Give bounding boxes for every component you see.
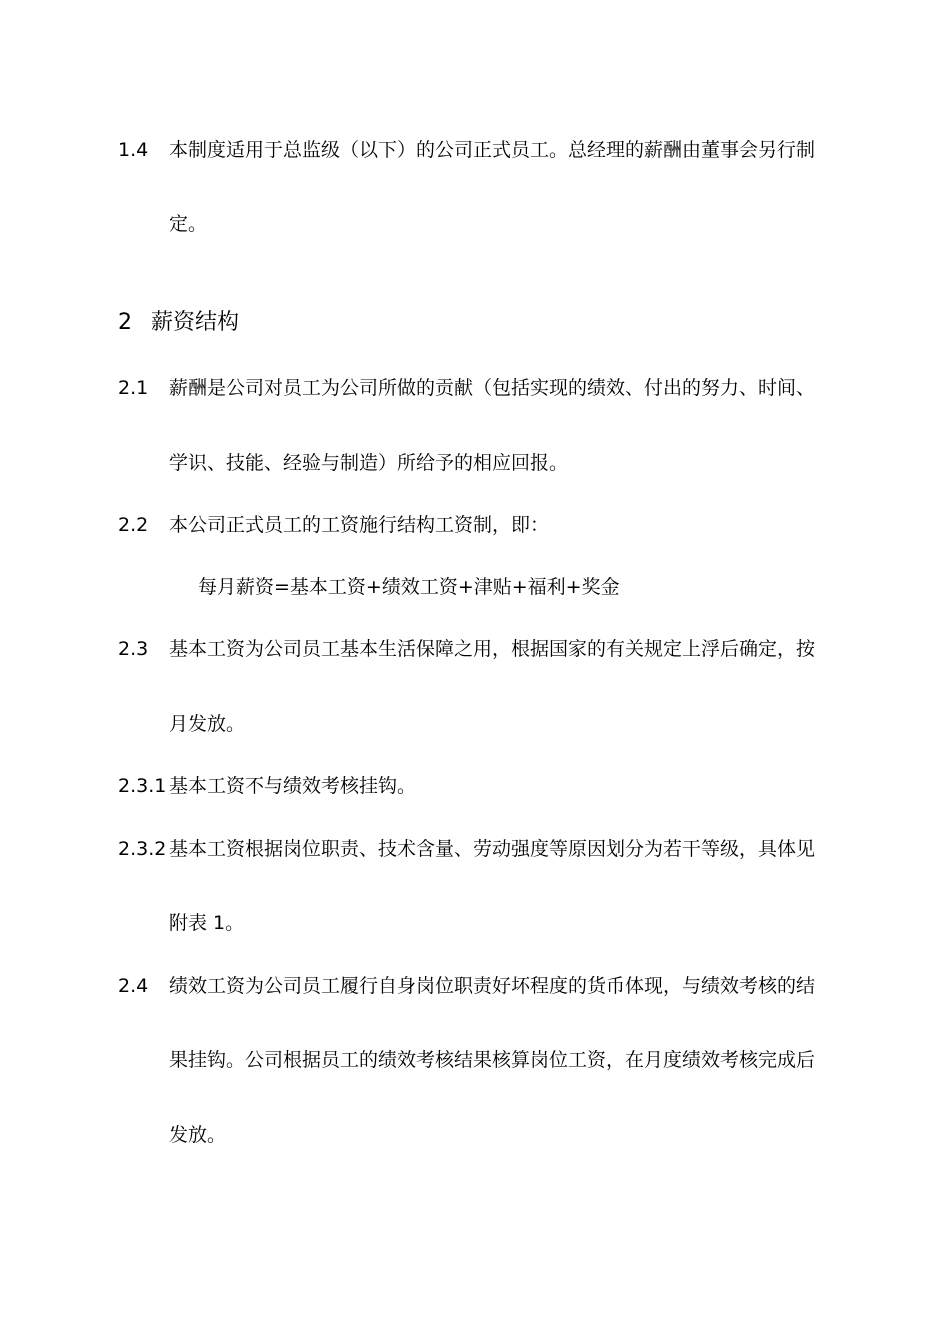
clause-text: 学识、技能、经验与制造）所给予的相应回报。 — [169, 452, 569, 474]
clause-text: 基本工资根据岗位职责、技术含量、劳动强度等原因划分为若干等级，具体见 — [169, 838, 816, 860]
clause-text: 定。 — [169, 213, 208, 235]
clause-text: 基本工资不与绩效考核挂钩。 — [169, 775, 417, 797]
clause-text: 果挂钩。公司根据员工的绩效考核结果核算岗位工资，在月度绩效考核完成后 — [169, 1049, 816, 1071]
clause-text: 附表 1。 — [169, 912, 245, 934]
clause-number: 2.4 — [118, 975, 149, 997]
clause-text: 绩效工资为公司员工履行自身岗位职责好坏程度的货币体现，与绩效考核的结 — [169, 975, 816, 997]
clause-number: 2.1 — [118, 377, 149, 399]
clause-number: 2.3 — [118, 638, 149, 660]
clause-text: 薪酬是公司对员工为公司所做的贡献（包括实现的绩效、付出的努力、时间、 — [169, 377, 816, 399]
clause-number: 2.3.2 — [118, 838, 167, 860]
clause-text: 本公司正式员工的工资施行结构工资制，即： — [169, 514, 550, 536]
clause-text: 基本工资为公司员工基本生活保障之用，根据国家的有关规定上浮后确定，按 — [169, 638, 816, 660]
section-title: 薪资结构 — [151, 310, 240, 335]
formula-text: 每月薪资=基本工资+绩效工资+津贴+福利+奖金 — [198, 576, 620, 598]
clause-number: 1.4 — [118, 139, 149, 161]
clause-number: 2.2 — [118, 514, 149, 536]
clause-text: 本制度适用于总监级（以下）的公司正式员工。总经理的薪酬由董事会另行制 — [169, 139, 816, 161]
clause-text: 月发放。 — [169, 713, 246, 735]
section-number: 2 — [118, 310, 132, 335]
clause-text: 发放。 — [169, 1124, 227, 1146]
clause-number: 2.3.1 — [118, 775, 167, 797]
